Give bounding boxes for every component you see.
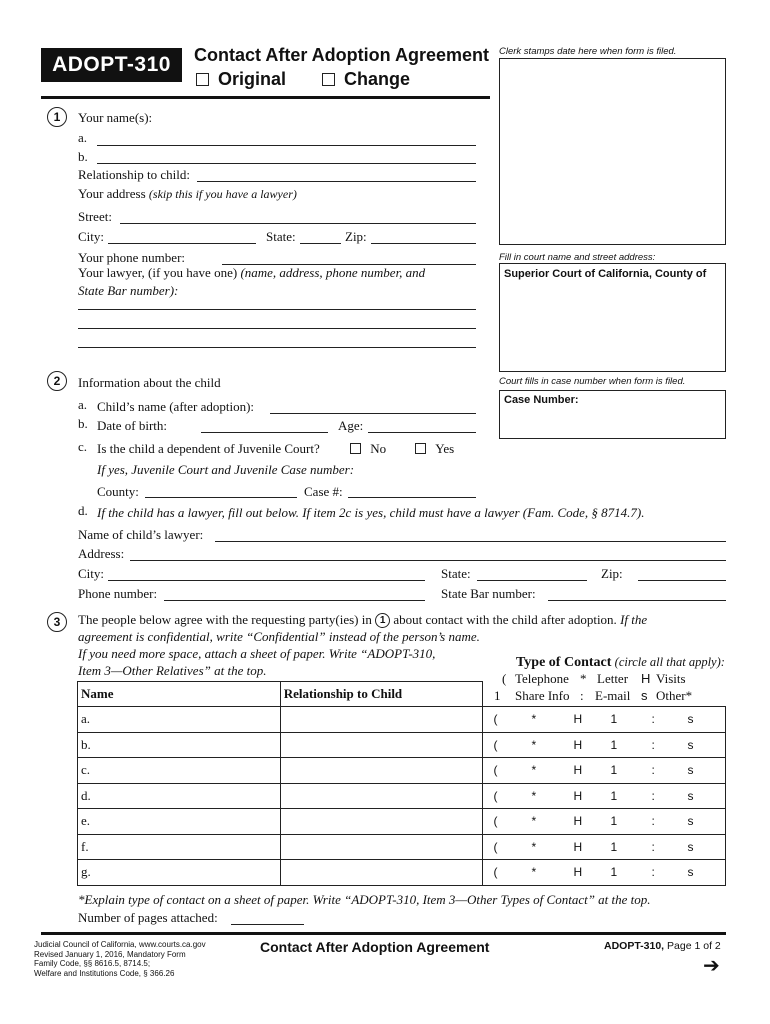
child-lawyer-bar-label: State Bar number:: [441, 586, 536, 601]
contact-type-option[interactable]: :: [651, 788, 655, 803]
case-no-label: Case #:: [304, 484, 343, 499]
contact-type-option[interactable]: :: [651, 814, 655, 828]
case-number-note: Court fills in case number when form is filed.: [499, 376, 686, 387]
legend-email-code: :: [580, 688, 584, 703]
county-field[interactable]: [145, 497, 297, 498]
child-lawyer-zip-label: Zip:: [601, 566, 623, 581]
contact-type-option[interactable]: 1: [610, 839, 618, 854]
contact-row: [78, 707, 726, 733]
contact-type-cell: [483, 783, 726, 809]
zip-label: Zip:: [345, 229, 367, 244]
name-b-field[interactable]: [97, 163, 476, 164]
clerk-stamp-note: Clerk stamps date here when form is filed.: [499, 46, 677, 57]
form-id-badge: ADOPT-310: [41, 48, 182, 82]
type-of-contact-heading: Type of Contact (circle all that apply):: [516, 655, 725, 670]
lawyer-label: Your lawyer, (if you have one) (name, address, phone number, and: [78, 265, 426, 280]
contact-row: [78, 809, 726, 835]
row-letter: g.: [81, 864, 91, 880]
contact-type-option[interactable]: s: [687, 737, 694, 752]
child-lawyer-address-field[interactable]: [130, 560, 726, 561]
footer-page-info: ADOPT-310, Page 1 of 2: [604, 940, 721, 952]
contact-type-option[interactable]: s: [687, 865, 694, 879]
city-field[interactable]: [108, 243, 256, 244]
name-a-field[interactable]: [97, 145, 476, 146]
child-lawyer-state-label: State:: [441, 566, 471, 581]
dob-field[interactable]: [201, 432, 328, 433]
legend-letter: Letter: [597, 671, 629, 686]
dob-label: Date of birth:: [97, 418, 168, 433]
child-name-letter: a.: [78, 397, 88, 412]
form-title: Contact After Adoption Agreement: [194, 45, 489, 65]
lawyer-field-1[interactable]: [78, 309, 476, 310]
child-lawyer-city-label: City:: [78, 566, 105, 581]
row-letter: f.: [81, 838, 89, 854]
contact-relationship-cell[interactable]: [280, 707, 483, 733]
legend-visits-code: H: [641, 671, 651, 686]
contact-type-option[interactable]: H: [573, 788, 583, 803]
child-lawyer-bar-field[interactable]: [548, 600, 726, 601]
contact-type-option[interactable]: (: [493, 788, 498, 803]
case-no-field[interactable]: [348, 497, 476, 498]
contact-type-option[interactable]: s: [687, 712, 694, 726]
dependent-yes-option[interactable]: Yes: [415, 441, 454, 457]
contact-type-option[interactable]: :: [651, 839, 655, 854]
legend-share-info: Share Info: [515, 688, 570, 703]
court-name-box[interactable]: [499, 263, 726, 372]
dependent-no-option[interactable]: No: [350, 441, 386, 457]
contact-type-option[interactable]: s: [687, 763, 694, 777]
age-field[interactable]: [368, 432, 476, 433]
footer-citation: Judicial Council of California, www.courts.ca.gov Revised January 1, 2016, Mandatory Form Family Code, §§ 8616.5, 8714.5; Welfare and Institutions Code, § 366.26: [34, 940, 206, 978]
dob-letter: b.: [78, 416, 88, 431]
contact-name-cell[interactable]: [78, 860, 281, 886]
street-field[interactable]: [120, 223, 476, 224]
court-name-label: Superior Court of California, County of: [504, 268, 707, 280]
contact-type-option[interactable]: 1: [610, 737, 618, 752]
contact-name-cell[interactable]: [78, 758, 281, 784]
dependent-question: Is the child a dependent of Juvenile Court?: [97, 441, 320, 456]
contact-type-option[interactable]: 1: [610, 763, 618, 777]
legend-other: Other*: [656, 688, 693, 703]
header-rule: [41, 96, 490, 99]
confidential-note: agreement is confidential, write “Confidential” instead of the person’s name.: [78, 629, 480, 644]
contact-type-option[interactable]: :: [651, 865, 655, 879]
street-label: Street:: [78, 209, 112, 224]
contact-type-option[interactable]: (: [493, 839, 498, 854]
contact-type-option[interactable]: (: [493, 814, 498, 828]
contact-type-option[interactable]: :: [651, 763, 655, 777]
relationship-column-header: Relationship to Child: [280, 682, 483, 707]
contact-type-option[interactable]: *: [531, 865, 537, 879]
child-lawyer-city-field[interactable]: [108, 580, 425, 581]
child-lawyer-note: If the child has a lawyer, fill out below. If item 2c is yes, child must have a lawyer (Fam. Code, § 8714.7).: [97, 505, 645, 520]
contact-relationship-cell[interactable]: [280, 834, 483, 860]
contact-name-cell[interactable]: [78, 783, 281, 809]
clerk-stamp-box: [499, 58, 726, 245]
contact-row: [78, 758, 726, 784]
contact-type-option[interactable]: H: [573, 814, 583, 828]
name-b-letter: b.: [78, 149, 88, 164]
row-letter: a.: [81, 711, 91, 727]
legend-share-code: 1: [494, 688, 501, 703]
juvenile-note: If yes, Juvenile Court and Juvenile Case number:: [97, 462, 355, 477]
contact-relationship-cell[interactable]: [280, 783, 483, 809]
dependent-yes-checkbox[interactable]: [415, 443, 426, 454]
contact-type-option[interactable]: 1: [610, 712, 618, 726]
child-lawyer-state-field[interactable]: [477, 580, 587, 581]
contact-type-cell: [483, 758, 726, 784]
footer-rule: [41, 932, 726, 935]
original-checkbox[interactable]: [196, 73, 209, 86]
contact-relationship-cell[interactable]: [280, 809, 483, 835]
contact-type-option[interactable]: *: [531, 788, 537, 803]
legend-telephone: Telephone: [515, 671, 569, 686]
contact-type-option[interactable]: *: [531, 737, 537, 752]
contact-type-option[interactable]: (: [493, 737, 498, 752]
contact-type-cell: [483, 809, 726, 835]
child-name-label: Child’s name (after adoption):: [97, 399, 255, 414]
contact-relationship-cell[interactable]: [280, 732, 483, 758]
age-label: Age:: [338, 418, 364, 433]
contact-type-option[interactable]: *: [531, 839, 537, 854]
contact-name-cell[interactable]: [78, 834, 281, 860]
contact-type-option[interactable]: 1: [610, 788, 618, 803]
contact-type-option[interactable]: *: [531, 814, 537, 828]
contact-row: [78, 860, 726, 886]
zip-field[interactable]: [371, 243, 476, 244]
name-a-letter: a.: [78, 130, 88, 145]
lawyer-field-2[interactable]: [78, 328, 476, 329]
row-letter: c.: [81, 762, 91, 778]
contact-type-option[interactable]: *: [531, 712, 537, 726]
legend-visits: Visits: [656, 671, 686, 686]
case-number-box[interactable]: [499, 390, 726, 439]
contact-type-option[interactable]: :: [651, 737, 655, 752]
contact-table: [77, 681, 726, 886]
contact-relationship-cell[interactable]: [280, 860, 483, 886]
legend-other-code: s: [641, 688, 648, 703]
contact-type-cell: [483, 860, 726, 886]
change-checkbox[interactable]: [322, 73, 335, 86]
contact-type-cell: [483, 732, 726, 758]
section-1-reference: 1: [375, 613, 390, 628]
row-letter: b.: [81, 736, 91, 752]
pages-attached-label: Number of pages attached:: [78, 910, 218, 925]
section-1-number: 1: [47, 107, 67, 127]
child-lawyer-zip-field[interactable]: [638, 580, 726, 581]
contact-type-option[interactable]: :: [651, 712, 655, 726]
contact-type-option[interactable]: H: [573, 839, 583, 854]
contact-name-cell[interactable]: [78, 732, 281, 758]
contact-row: [78, 834, 726, 860]
city-label: City:: [78, 229, 105, 244]
lawyer-field-3[interactable]: [78, 347, 476, 348]
legend-email: E-mail: [595, 688, 631, 703]
pages-attached-field[interactable]: [231, 924, 304, 925]
relationship-field[interactable]: [197, 181, 476, 182]
case-number-label: Case Number:: [504, 394, 579, 406]
county-label: County:: [97, 484, 139, 499]
contact-type-option[interactable]: s: [687, 839, 694, 854]
space-note-2: Item 3—Other Relatives” at the top.: [78, 663, 267, 678]
contact-type-option[interactable]: H: [573, 865, 583, 879]
contact-footnote: *Explain type of contact on a sheet of paper. Write “ADOPT-310, Item 3—Other Types of Contact” at the top.: [78, 892, 651, 907]
next-page-arrow-icon[interactable]: ➔: [703, 953, 720, 977]
contact-type-option[interactable]: H: [573, 763, 583, 777]
space-note-1: If you need more space, attach a sheet of paper. Write “ADOPT-310,: [78, 646, 436, 661]
state-field[interactable]: [300, 243, 341, 244]
dependent-no-checkbox[interactable]: [350, 443, 361, 454]
section-3-number: 3: [47, 612, 67, 632]
row-letter: e.: [81, 813, 91, 829]
contact-type-option[interactable]: (: [493, 763, 498, 777]
name-column-header: Name: [78, 682, 281, 707]
state-label: State:: [266, 229, 296, 244]
lawyer-note-2: State Bar number):: [78, 283, 179, 298]
child-lawyer-phone-label: Phone number:: [78, 586, 158, 601]
legend-telephone-code: (: [502, 671, 507, 686]
address-heading: Your address (skip this if you have a lawyer): [78, 186, 297, 201]
contact-type-option[interactable]: (: [493, 865, 498, 879]
contact-name-cell[interactable]: [78, 809, 281, 835]
child-lawyer-address-label: Address:: [78, 546, 125, 561]
child-info-heading: Information about the child: [78, 375, 221, 390]
child-lawyer-name-label: Name of child’s lawyer:: [78, 527, 204, 542]
contact-relationship-cell[interactable]: [280, 758, 483, 784]
contact-type-cell: [483, 707, 726, 733]
child-name-field[interactable]: [270, 413, 476, 414]
footer-title: Contact After Adoption Agreement: [260, 939, 490, 955]
section-2-number: 2: [47, 371, 67, 391]
your-names-label: Your name(s):: [78, 110, 153, 125]
child-lawyer-phone-field[interactable]: [164, 600, 425, 601]
section-3-intro: The people below agree with the requesting party(ies) in 1 about contact with the child after adoption. If the: [78, 612, 648, 627]
child-lawyer-letter: d.: [78, 503, 88, 518]
court-fill-note: Fill in court name and street address:: [499, 252, 656, 263]
contact-type-option[interactable]: H: [573, 712, 583, 726]
row-letter: d.: [81, 787, 91, 803]
contact-type-option[interactable]: 1: [610, 814, 618, 828]
contact-row: [78, 732, 726, 758]
contact-type-option[interactable]: *: [531, 763, 537, 777]
contact-type-cell: [483, 834, 726, 860]
child-lawyer-name-field[interactable]: [215, 541, 726, 542]
contact-type-option[interactable]: s: [687, 814, 694, 828]
contact-type-option[interactable]: s: [687, 788, 694, 803]
legend-letter-code: *: [580, 671, 587, 686]
contact-row: [78, 783, 726, 809]
change-option[interactable]: Change: [322, 69, 410, 90]
contact-type-option[interactable]: (: [493, 712, 498, 726]
original-option[interactable]: Original: [196, 69, 286, 90]
contact-name-cell[interactable]: [78, 707, 281, 733]
contact-type-option[interactable]: H: [573, 737, 583, 752]
relationship-label: Relationship to child:: [78, 167, 190, 182]
phone-label: Your phone number:: [78, 250, 186, 265]
dependent-letter: c.: [78, 439, 88, 454]
contact-type-option[interactable]: 1: [610, 865, 618, 879]
